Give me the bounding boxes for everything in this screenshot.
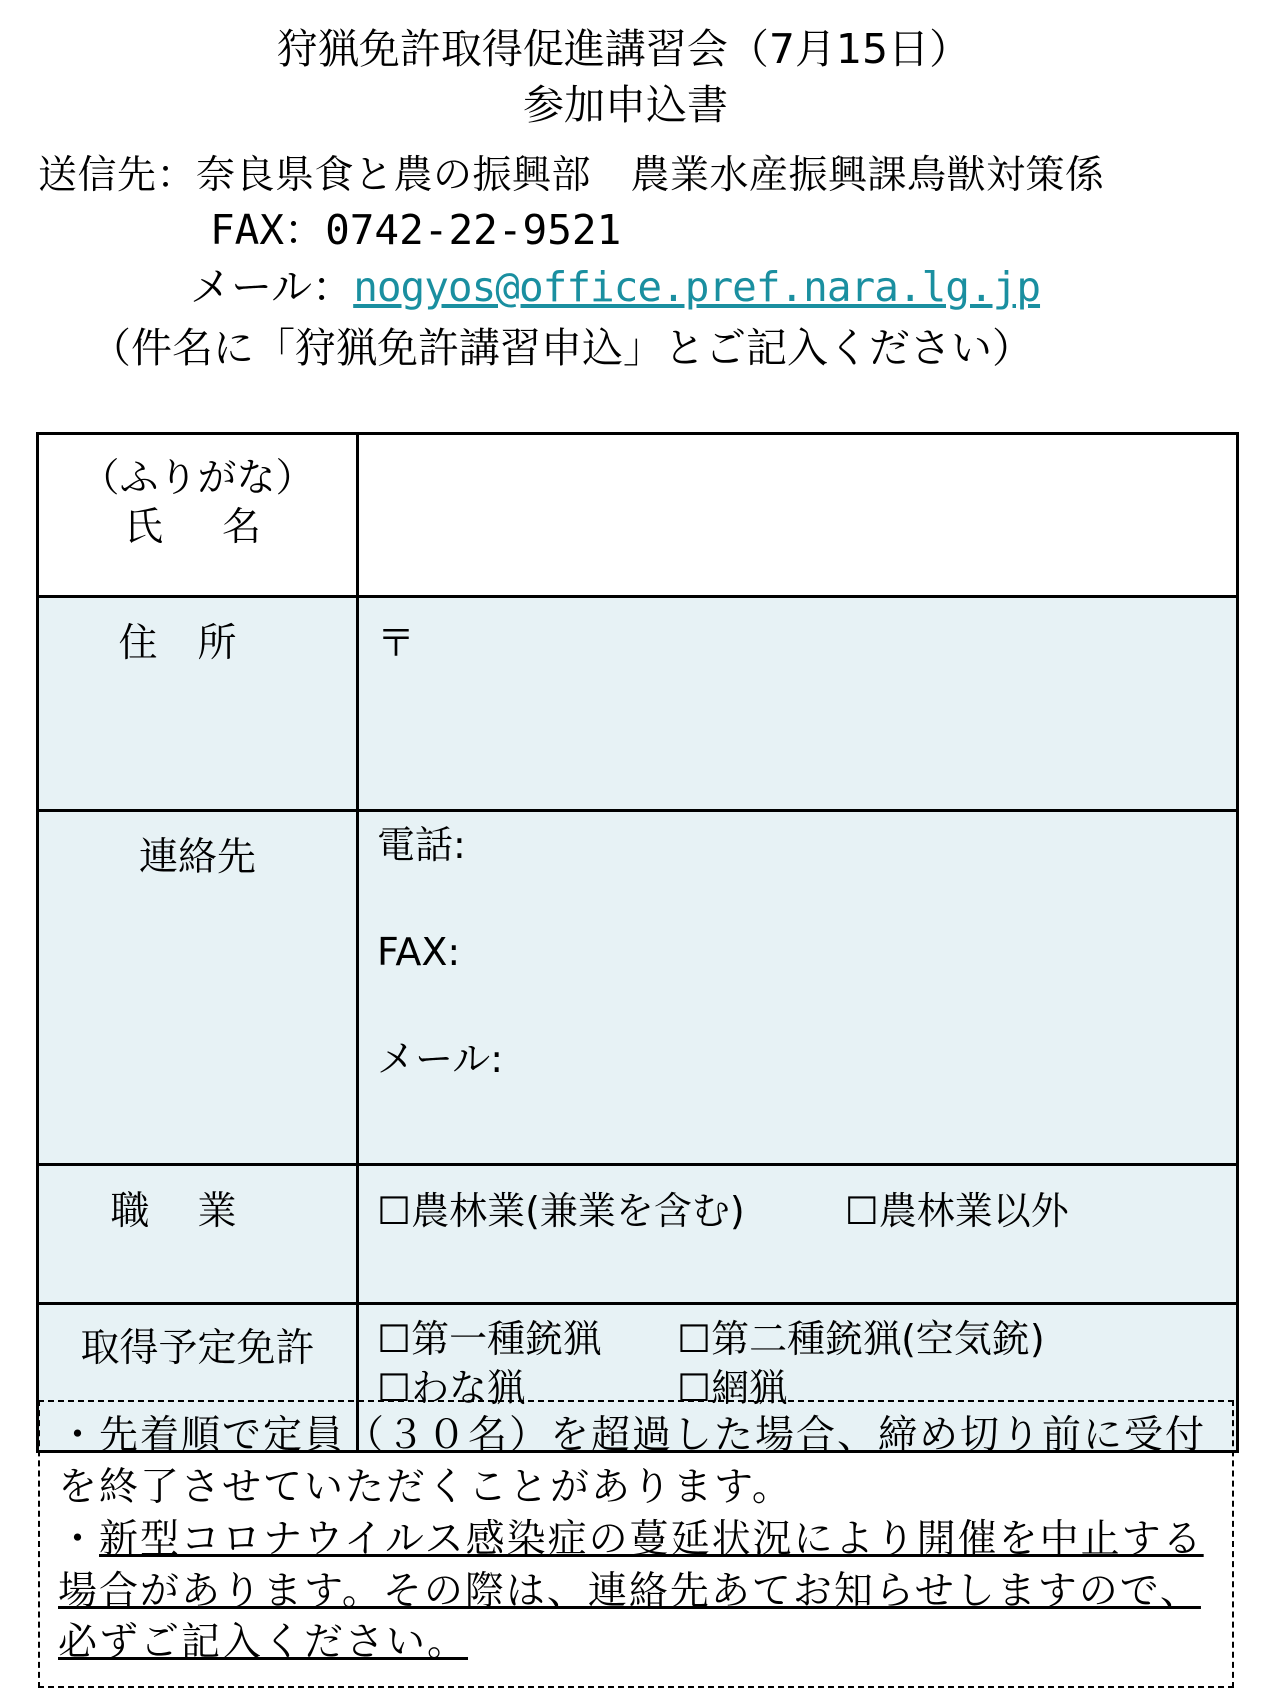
note-capacity: ・先着順で定員（３０名）を超過した場合、締め切り前に受付を終了させていただくことがあります。 [58,1413,1207,1510]
license-checkbox-gun-2[interactable]: ☐第二種銃猟(空気銃) [677,1317,1045,1361]
contact-mail-field[interactable]: メール: [377,1037,504,1081]
mail-address-link[interactable]: nogyos@office.pref.nara.lg.jp [353,263,1041,311]
form-subtitle: 参加申込書 [523,81,728,129]
address-input-cell[interactable] [358,597,1238,811]
occupation-options [358,1165,1238,1304]
contact-input-cell[interactable] [358,811,1238,1165]
contact-fax-field[interactable]: FAX: [377,930,461,974]
occupation-checkbox-other[interactable]: ☐農林業以外 [844,1189,1069,1233]
fax-number: 0742-22-9521 [325,206,622,254]
license-checkbox-trap[interactable]: ☐わな猟 [377,1366,526,1411]
license-label: 取得予定免許 [38,1304,358,1452]
postal-mark: 〒 [377,621,416,665]
form-title: 狩猟免許取得促進講習会（7月15日） [276,25,971,73]
contact-label: 連絡先 [38,811,358,1165]
name-input-cell[interactable] [358,434,1238,597]
contact-phone-field[interactable]: 電話: [377,823,466,867]
contact-row [38,811,1238,1165]
address-label: 住所 [38,597,358,811]
mail-label: メール： [190,263,354,311]
license-checkbox-gun-1[interactable]: ☐第一種銃猟 [377,1317,602,1361]
recipient-label: 送信先： [38,153,197,198]
note-covid-text: 新型コロナウイルス感染症の蔓延状況により開催を中止する場合があります。その際は、連絡先あてお知らせしますので、必ずご記入ください。 [58,1516,1204,1666]
recipient-line [38,144,1105,200]
occupation-row [38,1165,1238,1304]
fax-line [210,197,621,256]
occupation-checkbox-agriculture[interactable]: ☐農林業(兼業を含む) [377,1189,745,1233]
name-label-cell [38,434,358,597]
fax-label: FAX： [210,206,326,254]
license-checkbox-net[interactable]: ☐網猟 [677,1366,788,1411]
note-covid [58,1514,1212,1670]
note-bullet: ・ [58,1516,100,1562]
furigana-label: （ふりがな） [80,456,315,501]
name-label: 氏 名 [123,504,271,550]
mail-line [190,254,1040,313]
notes-box [38,1400,1234,1688]
occupation-label: 職業 [38,1165,358,1304]
application-form-table [36,432,1239,1453]
recipient-value: 奈良県食と農の振興部 農業水産振興課鳥獣対策係 [196,153,1105,198]
subject-note: （件名に「狩猟免許講習申込」とご記入ください） [90,324,1033,372]
name-row [38,434,1238,597]
address-row [38,597,1238,811]
